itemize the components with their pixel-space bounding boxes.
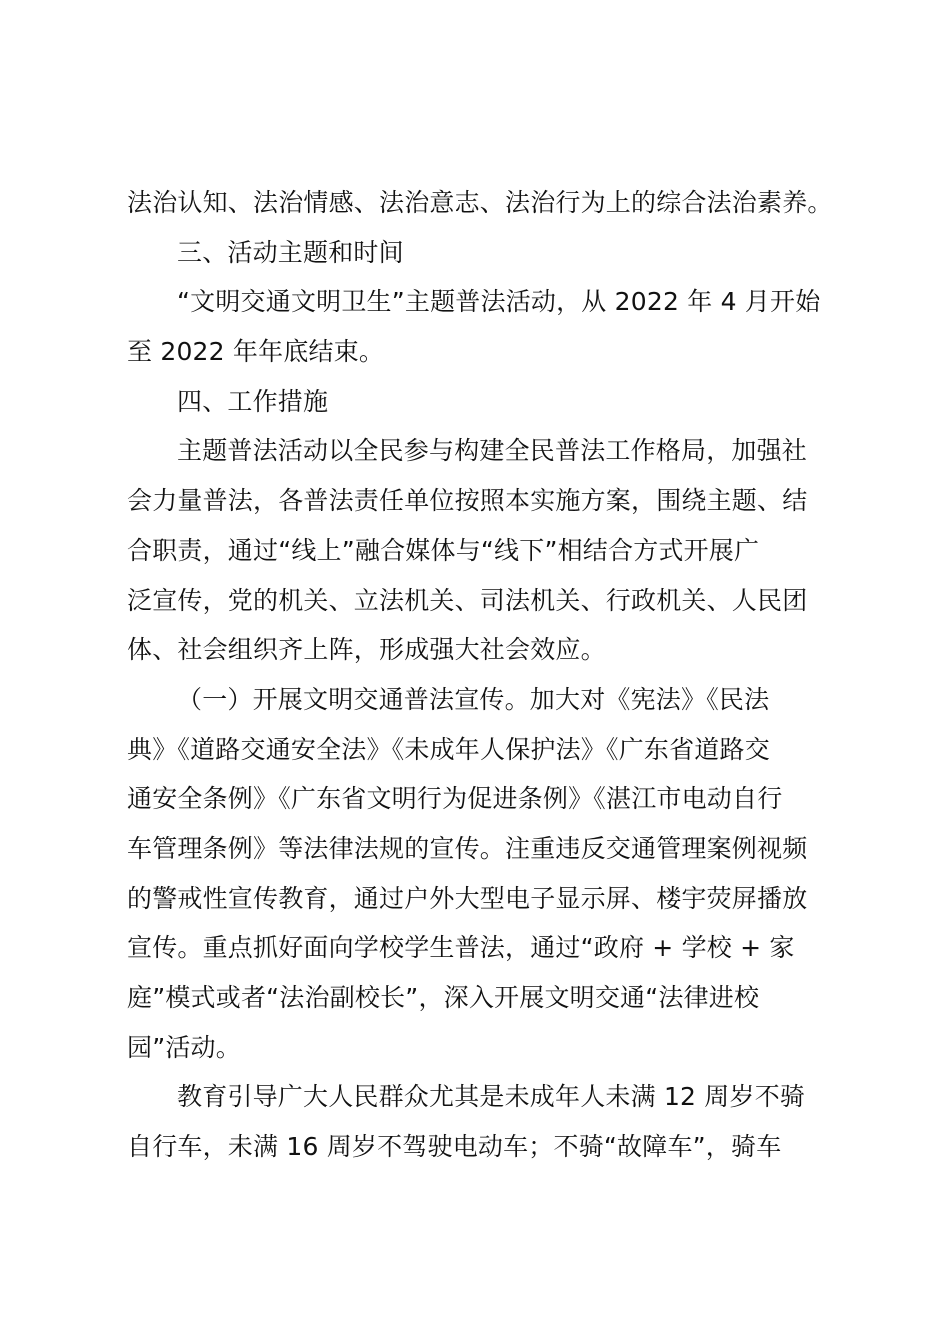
paragraph-line: 合职责，通过“线上”融合媒体与“线下”相结合方式开展广 <box>127 535 760 565</box>
paragraph-line: “文明交通文明卫生”主题普法活动，从 2022 年 4 月开始 <box>177 287 821 317</box>
paragraph-line: 会力量普法，各普法责任单位按照本实施方案，围绕主题、结 <box>127 486 808 516</box>
paragraph-line: 体、社会组织齐上阵，形成强大社会效应。 <box>127 635 606 665</box>
paragraph-line: 宣传。重点抓好面向学校学生普法，通过“政府 + 学校 + 家 <box>127 933 795 963</box>
paragraph-line: 教育引导广大人民群众尤其是未成年人未满 12 周岁不骑 <box>177 1082 806 1112</box>
paragraph-line: 法治认知、法治情感、法治意志、法治行为上的综合法治素养。 <box>127 188 833 217</box>
paragraph-line: 自行车，未满 16 周岁不驾驶电动车；不骑“故障车”，骑车 <box>127 1132 782 1162</box>
paragraph-line: 通安全条例》《广东省文明行为促进条例》《湛江市电动自行 <box>127 784 783 814</box>
paragraph-line: 庭”模式或者“法治副校长”，深入开展文明交通“法律进校 <box>127 983 760 1012</box>
section-heading-activity-theme: 三、活动主题和时间 <box>177 237 404 267</box>
section-heading-work-measures: 四、工作措施 <box>177 386 329 416</box>
paragraph-line: 泛宣传，党的机关、立法机关、司法机关、行政机关、人民团 <box>127 585 808 615</box>
paragraph-line: 园”活动。 <box>127 1032 241 1062</box>
paragraph-line: 车管理条例》等法律法规的宣传。注重违反交通管理案例视频 <box>127 833 808 863</box>
subsection-heading-traffic-publicity: （一）开展文明交通普法宣传。加大对《宪法》《民法 <box>177 684 770 714</box>
paragraph-line: 典》《道路交通安全法》《未成年人保护法》《广东省道路交 <box>127 734 770 764</box>
paragraph-line: 主题普法活动以全民参与构建全民普法工作格局，加强社 <box>177 436 808 466</box>
paragraph-line: 的警戒性宣传教育，通过户外大型电子显示屏、楼宇荧屏播放 <box>127 883 808 913</box>
document-body <box>127 178 833 1172</box>
paragraph-line: 至 2022 年年底结束。 <box>127 337 385 367</box>
